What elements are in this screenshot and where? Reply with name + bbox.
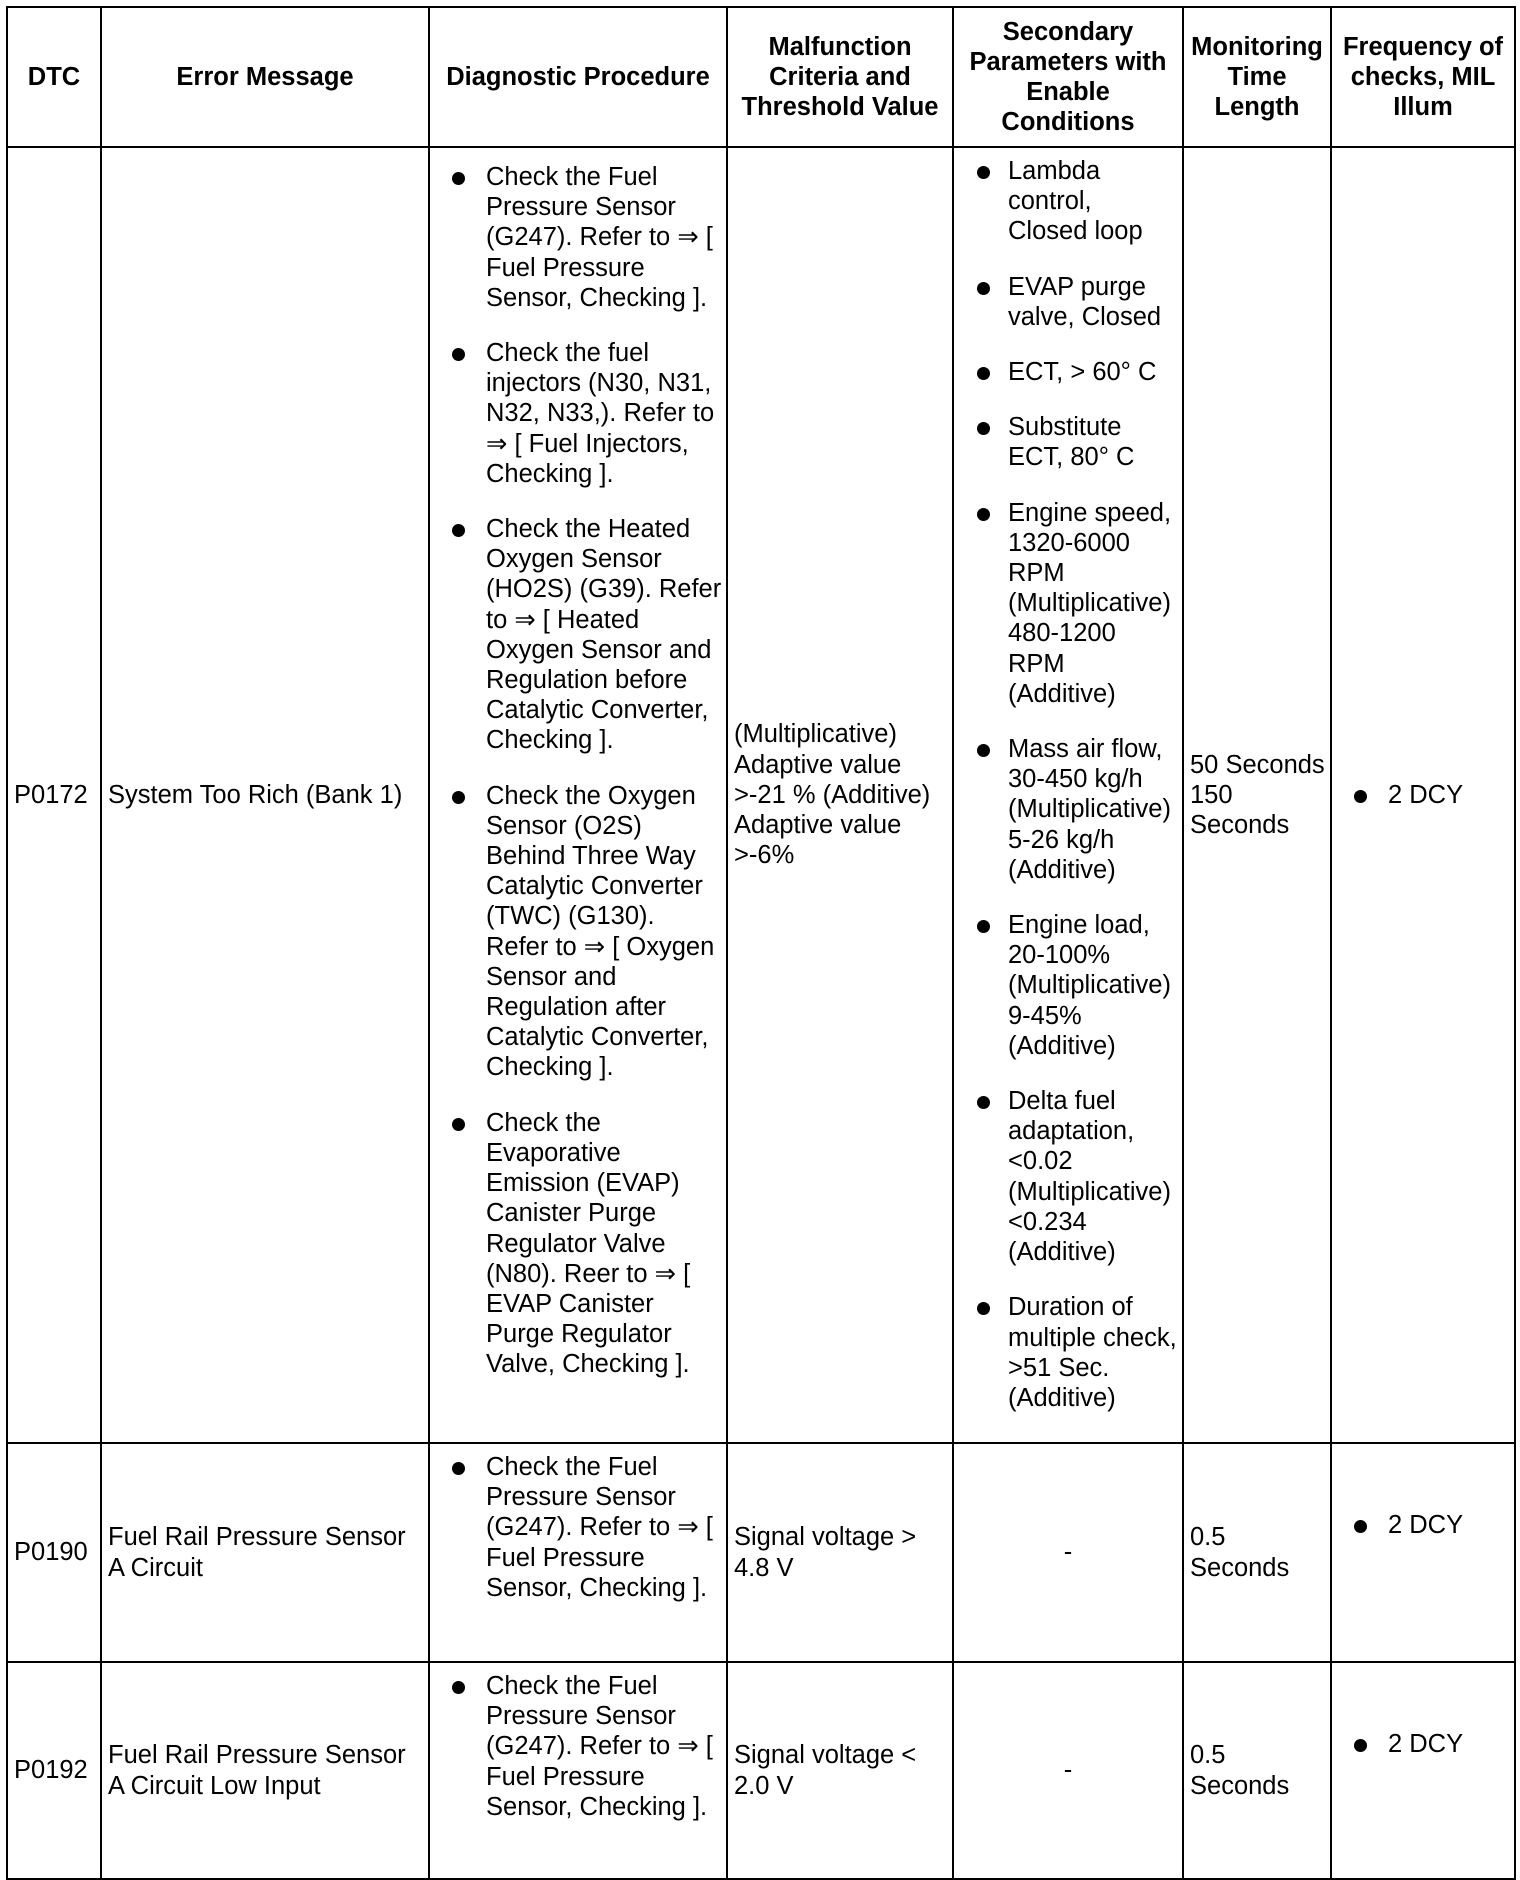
procedure-item: Check the Fuel Pressure Sensor (G247). Refer to ⇒ [ Fuel Pressure Sensor, Checking ]. xyxy=(430,162,722,313)
monitoring-time: 0.5 Seconds xyxy=(1183,1443,1331,1662)
procedure-item: Check the fuel injectors (N30, N31, N32, N33,). Refer to ⇒ [ Fuel Injectors, Checking ]. xyxy=(430,338,722,489)
secondary-item: Lambda control, Closed loop xyxy=(954,156,1178,247)
header-frequency: Frequency of checks, MIL Illum xyxy=(1331,7,1515,147)
procedure-list xyxy=(430,1671,722,1822)
diagnostic-procedure-cell xyxy=(429,1662,727,1879)
frequency-cell xyxy=(1331,1443,1515,1662)
error-message: Fuel Rail Pressure Sensor A Circuit Low Input xyxy=(101,1662,429,1879)
frequency-cell xyxy=(1331,1662,1515,1879)
monitoring-time: 50 Seconds 150 Seconds xyxy=(1183,147,1331,1443)
table-row xyxy=(7,1443,1515,1662)
secondary-parameters-cell: - xyxy=(953,1443,1183,1662)
header-secondary: Secondary Parameters with Enable Conditions xyxy=(953,7,1183,147)
procedure-item: Check the Fuel Pressure Sensor (G247). Refer to ⇒ [ Fuel Pressure Sensor, Checking ]. xyxy=(430,1452,722,1603)
secondary-item: ECT, > 60° C xyxy=(954,357,1178,387)
procedure-item: Check the Evaporative Emission (EVAP) Canister Purge Regulator Valve (N80). Reer to ⇒ [ EVAP Canister Purge Regulator Valve, Checking ]. xyxy=(430,1108,722,1380)
error-message: System Too Rich (Bank 1) xyxy=(101,147,429,1443)
secondary-parameters-cell: - xyxy=(953,1662,1183,1879)
frequency-item: 2 DCY xyxy=(1332,780,1514,810)
frequency-cell xyxy=(1331,147,1515,1443)
secondary-item: Engine speed, 1320-6000 RPM (Multiplicative) 480-1200 RPM (Additive) xyxy=(954,498,1178,709)
header-diagnostic-procedure: Diagnostic Procedure xyxy=(429,7,727,147)
monitoring-time: 0.5 Seconds xyxy=(1183,1662,1331,1879)
malfunction-criteria: Signal voltage > 4.8 V xyxy=(727,1443,953,1662)
malfunction-criteria: Signal voltage < 2.0 V xyxy=(727,1662,953,1879)
header-dtc: DTC xyxy=(7,7,101,147)
error-message: Fuel Rail Pressure Sensor A Circuit xyxy=(101,1443,429,1662)
diagnostic-procedure-cell xyxy=(429,147,727,1443)
procedure-item: Check the Oxygen Sensor (O2S) Behind Three Way Catalytic Converter (TWC) (G130). Refer to ⇒ [ Oxygen Sensor and Regulation after Catalytic Converter, Checking ]. xyxy=(430,781,722,1083)
frequency-item: 2 DCY xyxy=(1332,1729,1514,1759)
header-error-message: Error Message xyxy=(101,7,429,147)
secondary-item: Delta fuel adaptation, <0.02 (Multiplicative) <0.234 (Additive) xyxy=(954,1086,1178,1267)
header-malfunction: Malfunction Criteria and Threshold Value xyxy=(727,7,953,147)
secondary-item: Mass air flow, 30-450 kg/h (Multiplicative) 5-26 kg/h (Additive) xyxy=(954,734,1178,885)
dtc-code: P0192 xyxy=(7,1662,101,1879)
table-row xyxy=(7,1662,1515,1879)
secondary-list xyxy=(954,156,1178,1413)
procedure-list xyxy=(430,1452,722,1603)
secondary-item: Duration of multiple check, >51 Sec. (Additive) xyxy=(954,1292,1178,1413)
table-header-row xyxy=(7,7,1515,147)
procedure-item: Check the Heated Oxygen Sensor (HO2S) (G39). Refer to ⇒ [ Heated Oxygen Sensor and Regulation before Catalytic Converter, Checking ]. xyxy=(430,514,722,756)
dtc-code: P0190 xyxy=(7,1443,101,1662)
malfunction-criteria: (Multiplicative) Adaptive value >-21 % (Additive) Adaptive value >-6% xyxy=(727,147,953,1443)
secondary-item: Engine load, 20-100% (Multiplicative) 9-45% (Additive) xyxy=(954,910,1178,1061)
secondary-parameters-cell xyxy=(953,147,1183,1443)
procedure-item: Check the Fuel Pressure Sensor (G247). Refer to ⇒ [ Fuel Pressure Sensor, Checking ]. xyxy=(430,1671,722,1822)
diagnostic-procedure-cell xyxy=(429,1443,727,1662)
header-monitoring: Monitoring Time Length xyxy=(1183,7,1331,147)
dtc-table xyxy=(6,6,1516,1880)
secondary-item: EVAP purge valve, Closed xyxy=(954,272,1178,332)
secondary-item: Substitute ECT, 80° C xyxy=(954,412,1178,472)
table-row xyxy=(7,147,1515,1443)
procedure-list xyxy=(430,162,722,1380)
frequency-item: 2 DCY xyxy=(1332,1510,1514,1540)
dtc-code: P0172 xyxy=(7,147,101,1443)
